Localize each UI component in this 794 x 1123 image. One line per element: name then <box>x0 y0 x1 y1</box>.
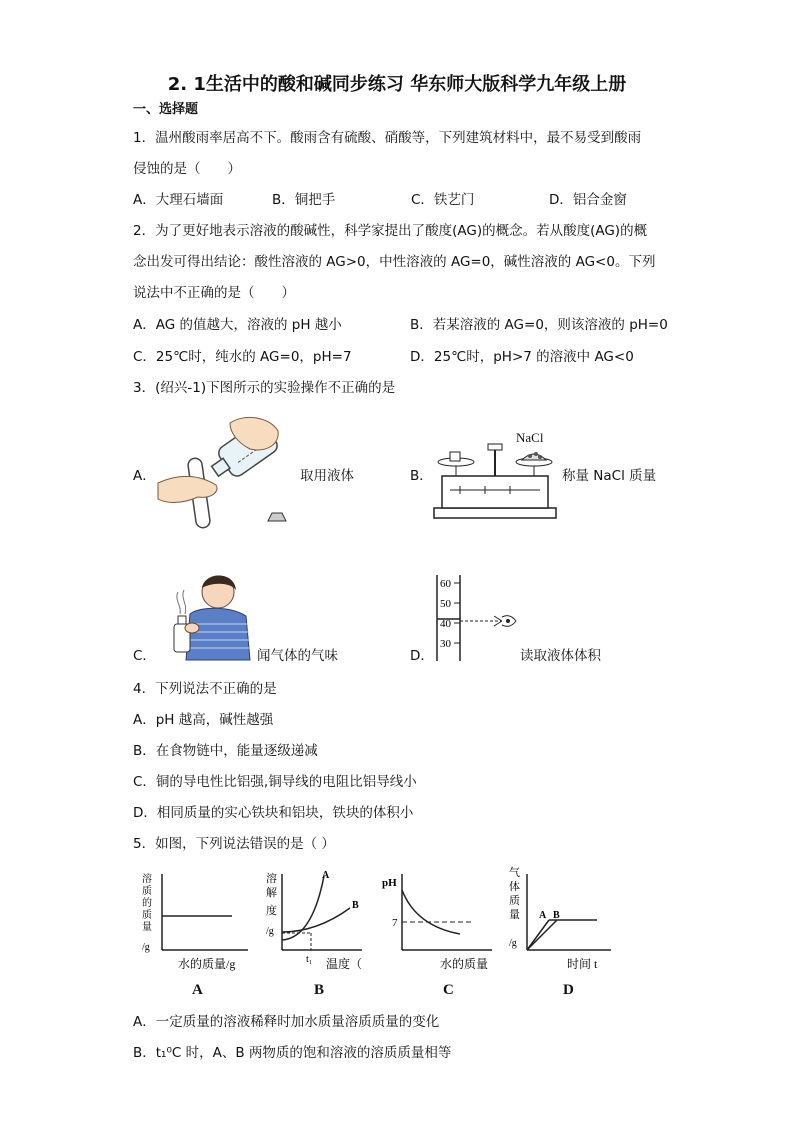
cylinder-tick-40: 40 <box>440 618 451 630</box>
q1-option-a: A．大理石墙面 <box>133 192 224 208</box>
q5-graph-b-caption: B <box>314 982 325 998</box>
smelling-gas-illustration <box>160 562 255 662</box>
q3-option-b-letter: B． <box>410 468 433 484</box>
nacl-label: NaCl <box>516 430 544 445</box>
q1-stem-line2: 侵蚀的是（ ） <box>133 161 241 177</box>
q5-graph-a <box>140 868 255 978</box>
q5-stem: 5．如图，下列说法错误的是（ ） <box>133 836 335 852</box>
q3-option-d-text: 读取液体体积 <box>520 648 601 664</box>
svg-text:溶: 溶 <box>142 874 152 885</box>
svg-text:水的质量: 水的质量 <box>440 957 489 971</box>
q2-option-a: A．AG 的值越大，溶液的 pH 越小 <box>133 317 342 333</box>
q3-option-c-letter: C． <box>133 648 156 664</box>
q3-option-c-text: 闻气体的气味 <box>257 648 338 664</box>
graduated-cylinder-illustration <box>432 573 522 665</box>
q3-option-d-letter: D． <box>410 648 434 664</box>
q2-stem-line2: 念出发可得出结论：酸性溶液的 AG>0，中性溶液的 AG=0，碱性溶液的 AG<0。下列 <box>133 254 656 270</box>
balance-scale-illustration <box>430 428 560 523</box>
q3-option-a-letter: A． <box>133 468 156 484</box>
q5-graph-a-caption: A <box>192 982 203 998</box>
svg-text:体: 体 <box>509 881 520 893</box>
q3-stem: 3．(绍兴-1)下图所示的实验操作不正确的是 <box>133 380 396 396</box>
svg-text:A: A <box>539 910 547 921</box>
q5-graph-b <box>262 868 374 978</box>
q4-option-b: B．在食物链中，能量逐级递减 <box>133 743 318 759</box>
q1-option-c: C．铁艺门 <box>411 192 475 208</box>
svg-text:A: A <box>322 870 330 881</box>
page-title: 2. 1生活中的酸和碱同步练习 华东师大版科学九年级上册 <box>167 74 627 95</box>
q2-option-c: C．25℃时，纯水的 AG=0，pH=7 <box>133 349 352 365</box>
svg-text:/g: /g <box>266 926 274 937</box>
q5-graph-c-caption: C <box>443 982 454 998</box>
pouring-liquid-illustration <box>150 413 300 533</box>
q2-option-d: D．25℃时，pH>7 的溶液中 AG<0 <box>410 349 634 365</box>
q5-graph-d-caption: D <box>563 982 574 998</box>
svg-text:度: 度 <box>266 905 277 917</box>
q1-option-d: D．铝合金窗 <box>549 192 627 208</box>
svg-text:B: B <box>352 900 359 911</box>
q2-stem-line3: 说法中不正确的是（ ） <box>133 285 295 301</box>
svg-text:解: 解 <box>266 887 277 899</box>
svg-text:B: B <box>553 910 560 921</box>
svg-text:/g: /g <box>509 938 517 949</box>
q3-option-a-text: 取用液体 <box>300 468 354 484</box>
svg-text:时间 t: 时间 t <box>567 957 598 971</box>
svg-text:量: 量 <box>142 922 152 933</box>
cylinder-tick-60: 60 <box>440 578 451 590</box>
q2-stem-line1: 2．为了更好地表示溶液的酸碱性，科学家提出了酸度(AG)的概念。若从酸度(AG)的概 <box>133 223 648 239</box>
cylinder-tick-30: 30 <box>440 638 451 650</box>
svg-text:t₁: t₁ <box>306 954 313 965</box>
svg-text:质: 质 <box>142 910 152 921</box>
q5-option-a: A．一定质量的溶液稀释时加水质量溶质质量的变化 <box>133 1014 440 1030</box>
q4-option-a: A．pH 越高，碱性越强 <box>133 712 274 728</box>
svg-text:7: 7 <box>392 917 398 929</box>
svg-text:质: 质 <box>509 895 520 907</box>
svg-text:气: 气 <box>509 867 520 879</box>
svg-text:水的质量/g: 水的质量/g <box>178 957 236 971</box>
svg-text:温度（: 温度（ <box>326 957 363 971</box>
q1-option-b: B．铜把手 <box>272 192 336 208</box>
svg-text:/g: /g <box>142 942 150 953</box>
svg-text:pH: pH <box>382 877 397 889</box>
svg-text:的: 的 <box>142 898 152 909</box>
q1-stem-line1: 1．温州酸雨率居高不下。酸雨含有硫酸、硝酸等，下列建筑材料中，最不易受到酸雨 <box>133 130 642 146</box>
cylinder-tick-50: 50 <box>440 598 451 610</box>
svg-text:质: 质 <box>142 886 152 897</box>
q4-option-c: C．铜的导电性比铝强,铜导线的电阻比铝导线小 <box>133 774 417 790</box>
q5-graph-d <box>505 862 615 978</box>
section-heading: 一、选择题 <box>133 102 199 117</box>
q5-option-b: B．t₁⁰C 时，A、B 两物质的饱和溶液的溶质质量相等 <box>133 1045 452 1061</box>
q2-option-b: B．若某溶液的 AG=0，则该溶液的 pH=0 <box>410 317 668 333</box>
q4-option-d: D．相同质量的实心铁块和铝块，铁块的体积小 <box>133 805 414 821</box>
svg-text:溶: 溶 <box>266 873 277 885</box>
curve-b <box>282 908 350 932</box>
q3-option-b-text: 称量 NaCl 质量 <box>562 468 657 484</box>
q4-stem: 4．下列说法不正确的是 <box>133 681 277 697</box>
q5-graph-c <box>380 868 500 978</box>
svg-text:量: 量 <box>509 909 520 921</box>
